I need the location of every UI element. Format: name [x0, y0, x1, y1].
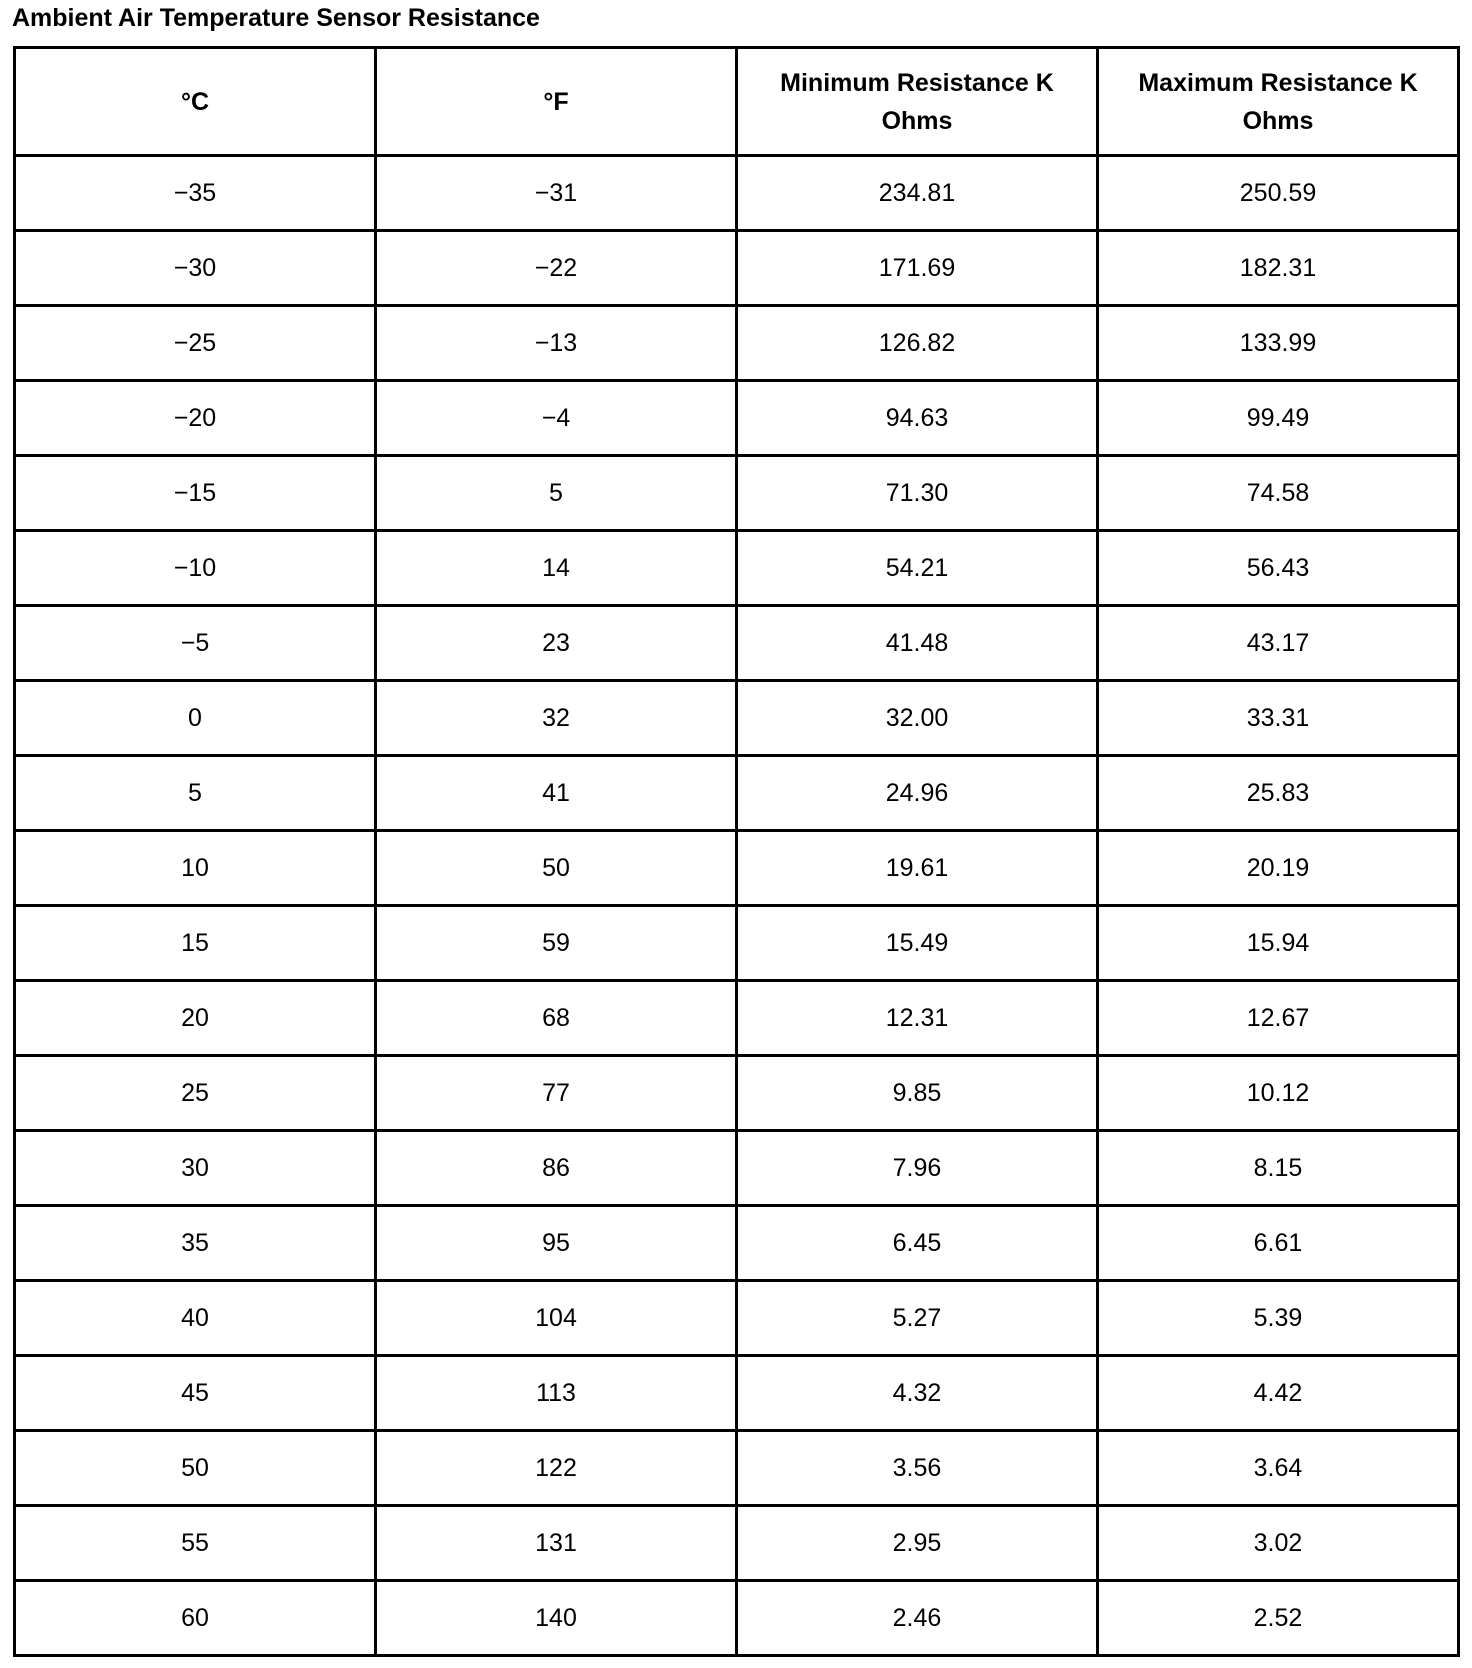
- resistance-table: [13, 46, 1460, 1657]
- table-row: [15, 1581, 1459, 1656]
- cell-celsius: −5: [15, 606, 376, 681]
- cell-min-resistance: 15.49: [737, 906, 1098, 981]
- cell-fahrenheit: −4: [376, 381, 737, 456]
- table-row: [15, 1281, 1459, 1356]
- cell-fahrenheit: 77: [376, 1056, 737, 1131]
- cell-max-resistance: 5.39: [1098, 1281, 1459, 1356]
- cell-min-resistance: 6.45: [737, 1206, 1098, 1281]
- cell-fahrenheit: 131: [376, 1506, 737, 1581]
- cell-min-resistance: 54.21: [737, 531, 1098, 606]
- table-row: [15, 1431, 1459, 1506]
- table-row: [15, 456, 1459, 531]
- cell-fahrenheit: 140: [376, 1581, 737, 1656]
- header-celsius: °C: [15, 48, 376, 156]
- table-row: [15, 981, 1459, 1056]
- cell-celsius: 20: [15, 981, 376, 1056]
- cell-celsius: −35: [15, 156, 376, 231]
- cell-min-resistance: 5.27: [737, 1281, 1098, 1356]
- cell-celsius: 55: [15, 1506, 376, 1581]
- table-row: [15, 531, 1459, 606]
- cell-fahrenheit: 50: [376, 831, 737, 906]
- cell-celsius: 15: [15, 906, 376, 981]
- cell-min-resistance: 24.96: [737, 756, 1098, 831]
- table-row: [15, 1206, 1459, 1281]
- cell-fahrenheit: 32: [376, 681, 737, 756]
- cell-max-resistance: 133.99: [1098, 306, 1459, 381]
- table-row: [15, 756, 1459, 831]
- cell-celsius: −10: [15, 531, 376, 606]
- cell-min-resistance: 126.82: [737, 306, 1098, 381]
- cell-celsius: −25: [15, 306, 376, 381]
- cell-fahrenheit: −31: [376, 156, 737, 231]
- cell-celsius: 40: [15, 1281, 376, 1356]
- table-row: [15, 831, 1459, 906]
- cell-min-resistance: 19.61: [737, 831, 1098, 906]
- cell-min-resistance: 171.69: [737, 231, 1098, 306]
- cell-celsius: −15: [15, 456, 376, 531]
- cell-max-resistance: 3.64: [1098, 1431, 1459, 1506]
- cell-max-resistance: 20.19: [1098, 831, 1459, 906]
- cell-celsius: 60: [15, 1581, 376, 1656]
- cell-max-resistance: 8.15: [1098, 1131, 1459, 1206]
- cell-max-resistance: 12.67: [1098, 981, 1459, 1056]
- cell-max-resistance: 10.12: [1098, 1056, 1459, 1131]
- cell-max-resistance: 15.94: [1098, 906, 1459, 981]
- table-row: [15, 306, 1459, 381]
- cell-max-resistance: 33.31: [1098, 681, 1459, 756]
- cell-min-resistance: 32.00: [737, 681, 1098, 756]
- cell-fahrenheit: 23: [376, 606, 737, 681]
- cell-fahrenheit: 68: [376, 981, 737, 1056]
- cell-celsius: 45: [15, 1356, 376, 1431]
- cell-min-resistance: 4.32: [737, 1356, 1098, 1431]
- cell-fahrenheit: 86: [376, 1131, 737, 1206]
- cell-max-resistance: 182.31: [1098, 231, 1459, 306]
- cell-min-resistance: 94.63: [737, 381, 1098, 456]
- cell-min-resistance: 7.96: [737, 1131, 1098, 1206]
- cell-min-resistance: 41.48: [737, 606, 1098, 681]
- cell-celsius: 50: [15, 1431, 376, 1506]
- cell-min-resistance: 2.95: [737, 1506, 1098, 1581]
- table-row: [15, 1506, 1459, 1581]
- cell-fahrenheit: −13: [376, 306, 737, 381]
- cell-max-resistance: 3.02: [1098, 1506, 1459, 1581]
- cell-celsius: 35: [15, 1206, 376, 1281]
- cell-min-resistance: 2.46: [737, 1581, 1098, 1656]
- cell-max-resistance: 4.42: [1098, 1356, 1459, 1431]
- cell-max-resistance: 43.17: [1098, 606, 1459, 681]
- page-title: Ambient Air Temperature Sensor Resistance: [12, 4, 540, 32]
- cell-max-resistance: 56.43: [1098, 531, 1459, 606]
- cell-max-resistance: 74.58: [1098, 456, 1459, 531]
- cell-fahrenheit: 5: [376, 456, 737, 531]
- table-row: [15, 231, 1459, 306]
- table-row: [15, 381, 1459, 456]
- cell-max-resistance: 2.52: [1098, 1581, 1459, 1656]
- cell-fahrenheit: 59: [376, 906, 737, 981]
- table-row: [15, 606, 1459, 681]
- table-row: [15, 1056, 1459, 1131]
- cell-fahrenheit: −22: [376, 231, 737, 306]
- cell-celsius: 0: [15, 681, 376, 756]
- cell-celsius: −30: [15, 231, 376, 306]
- cell-max-resistance: 6.61: [1098, 1206, 1459, 1281]
- cell-min-resistance: 71.30: [737, 456, 1098, 531]
- cell-celsius: −20: [15, 381, 376, 456]
- table-row: [15, 156, 1459, 231]
- table-row: [15, 1131, 1459, 1206]
- header-row: [15, 48, 1459, 156]
- cell-fahrenheit: 104: [376, 1281, 737, 1356]
- cell-celsius: 25: [15, 1056, 376, 1131]
- cell-celsius: 5: [15, 756, 376, 831]
- cell-max-resistance: 25.83: [1098, 756, 1459, 831]
- cell-fahrenheit: 41: [376, 756, 737, 831]
- cell-min-resistance: 3.56: [737, 1431, 1098, 1506]
- cell-fahrenheit: 122: [376, 1431, 737, 1506]
- header-min-resistance: Minimum Resistance K Ohms: [737, 48, 1098, 156]
- cell-celsius: 30: [15, 1131, 376, 1206]
- header-fahrenheit: °F: [376, 48, 737, 156]
- table-row: [15, 681, 1459, 756]
- cell-max-resistance: 99.49: [1098, 381, 1459, 456]
- table-body: [15, 156, 1459, 1656]
- header-max-resistance: Maximum Resistance K Ohms: [1098, 48, 1459, 156]
- cell-fahrenheit: 14: [376, 531, 737, 606]
- cell-min-resistance: 9.85: [737, 1056, 1098, 1131]
- cell-min-resistance: 12.31: [737, 981, 1098, 1056]
- cell-celsius: 10: [15, 831, 376, 906]
- table-row: [15, 906, 1459, 981]
- cell-fahrenheit: 113: [376, 1356, 737, 1431]
- cell-min-resistance: 234.81: [737, 156, 1098, 231]
- cell-fahrenheit: 95: [376, 1206, 737, 1281]
- table-row: [15, 1356, 1459, 1431]
- cell-max-resistance: 250.59: [1098, 156, 1459, 231]
